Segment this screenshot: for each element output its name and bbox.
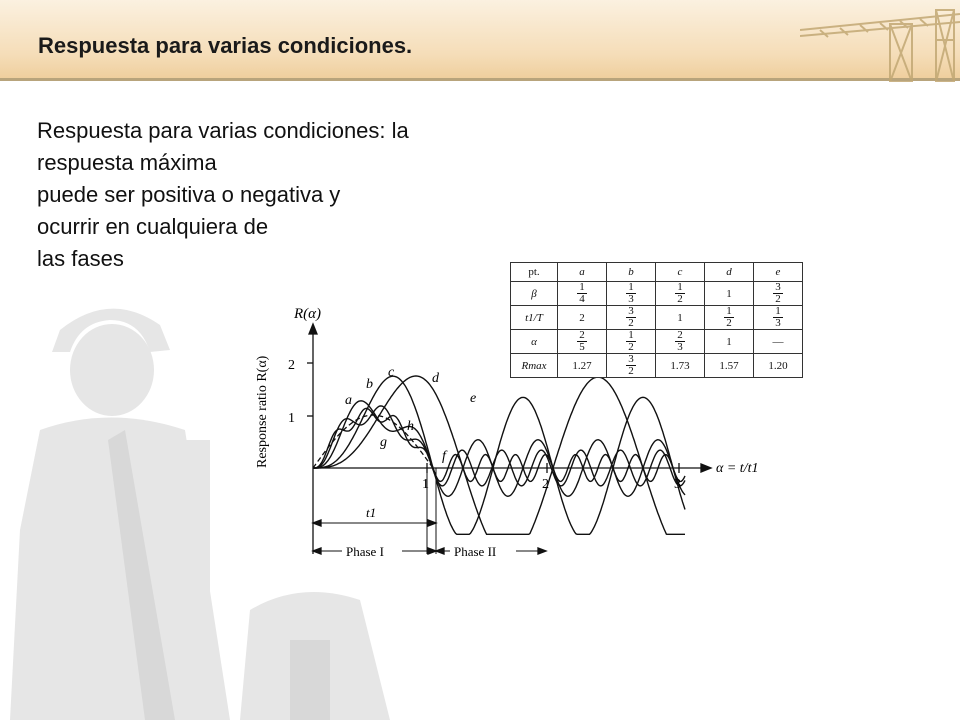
phase-label-1: Phase I bbox=[346, 544, 384, 559]
table-row bbox=[511, 282, 803, 306]
table-cell: 1.57 bbox=[705, 354, 754, 378]
table-cell: $\frac{1}{2}$ bbox=[607, 330, 656, 354]
table-row-label: Rmax bbox=[511, 354, 558, 378]
table-cell: 1.27 bbox=[558, 354, 607, 378]
curve-label-d: d bbox=[432, 371, 439, 386]
table-cell: $\frac{3}{2}$ bbox=[607, 306, 656, 330]
table-cell: — bbox=[754, 330, 803, 354]
body-line: puede ser positiva o negativa y bbox=[37, 182, 341, 207]
table-row bbox=[511, 354, 803, 378]
table-row bbox=[511, 306, 803, 330]
table-cell: $\frac{2}{3}$ bbox=[656, 330, 705, 354]
table-header: pt. bbox=[511, 263, 558, 282]
table-row-label: β bbox=[511, 282, 558, 306]
table-header: a bbox=[558, 263, 607, 282]
table-header: e bbox=[754, 263, 803, 282]
body-text bbox=[37, 115, 507, 275]
body-line: Respuesta para varias condiciones: la bbox=[37, 118, 409, 143]
table-cell: $\frac{2}{5}$ bbox=[558, 330, 607, 354]
crane-icon bbox=[800, 0, 960, 82]
table-header: d bbox=[705, 263, 754, 282]
table-cell: $\frac{1}{2}$ bbox=[705, 306, 754, 330]
table-cell: 1 bbox=[705, 330, 754, 354]
curve-label-a: a bbox=[345, 393, 352, 408]
body-line: respuesta máxima bbox=[37, 150, 217, 175]
x-tick-label: 1 bbox=[422, 477, 429, 492]
y-axis-symbol: R(α) bbox=[294, 306, 322, 322]
curve-label-f: f bbox=[442, 449, 446, 464]
y-tick-label: 1 bbox=[288, 411, 295, 426]
x-tick-label: 3 bbox=[674, 477, 681, 492]
table-cell: 2 bbox=[558, 306, 607, 330]
table-row-label: α bbox=[511, 330, 558, 354]
table-cell: $\frac{3}{2}$ bbox=[607, 354, 656, 378]
curve-label-c: c bbox=[388, 365, 395, 380]
table-row-label: t1/T bbox=[511, 306, 558, 330]
table-cell: $\frac{1}{2}$ bbox=[656, 282, 705, 306]
slide-title: Respuesta para varias condiciones. bbox=[38, 33, 413, 58]
curve-label-g: g bbox=[380, 435, 387, 450]
curve-label-e: e bbox=[470, 391, 477, 406]
table-cell: $\frac{1}{3}$ bbox=[607, 282, 656, 306]
curve-label-b: b bbox=[366, 377, 373, 392]
body-line: las fases bbox=[37, 246, 124, 271]
y-axis-label: Response ratio R(α) bbox=[255, 355, 270, 468]
x-axis-label: α = t/t1 bbox=[716, 461, 759, 476]
curve-label-h: h bbox=[407, 419, 414, 434]
y-tick-label: 2 bbox=[288, 358, 295, 373]
parameter-table bbox=[510, 262, 803, 378]
table-header: c bbox=[656, 263, 705, 282]
body-line: ocurrir en cualquiera de bbox=[37, 214, 269, 239]
table-cell: $\frac{1}{4}$ bbox=[558, 282, 607, 306]
table-cell: $\frac{3}{2}$ bbox=[754, 282, 803, 306]
table-cell: $\frac{1}{3}$ bbox=[754, 306, 803, 330]
table-cell: 1 bbox=[656, 306, 705, 330]
table-row bbox=[511, 330, 803, 354]
phase-label-t1: t1 bbox=[366, 505, 377, 520]
table-header: b bbox=[607, 263, 656, 282]
table-cell: 1 bbox=[705, 282, 754, 306]
phase-label-2: Phase II bbox=[454, 544, 497, 559]
x-tick-label: 2 bbox=[542, 477, 549, 492]
table-cell: 1.20 bbox=[754, 354, 803, 378]
table-cell: 1.73 bbox=[656, 354, 705, 378]
